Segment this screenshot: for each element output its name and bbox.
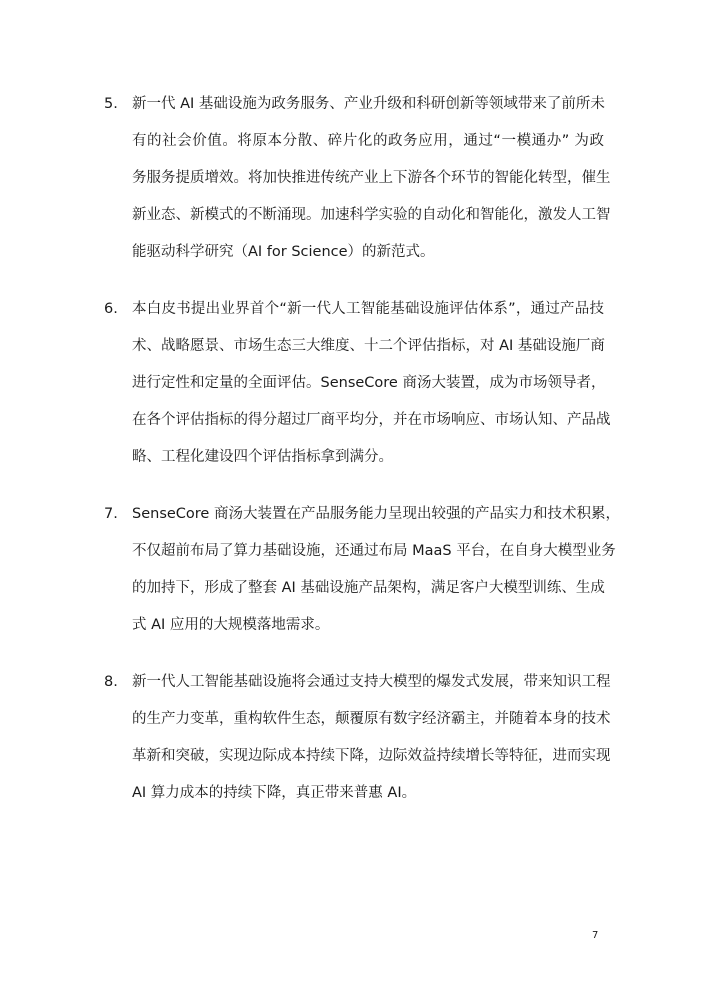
list-item-number: 7. [104,506,118,522]
paragraph-line: 在各个评估指标的得分超过厂商平均分，并在市场响应、市场认知、产品战 [132,412,611,428]
list-item-number: 8. [104,674,118,690]
paragraph-line: AI 算力成本的持续下降，真正带来普惠 AI。 [132,785,417,801]
paragraph-line: 式 AI 应用的大规模落地需求。 [132,617,330,633]
list-item-number: 6. [104,301,118,317]
page-number: 7 [592,930,599,941]
paragraph-line: 新一代人工智能基础设施将会通过支持大模型的爆发式发展，带来知识工程 [132,674,611,690]
paragraph-line: 术、战略愿景、市场生态三大维度、十二个评估指标，对 AI 基础设施厂商 [132,338,605,354]
paragraph-line: 革新和突破，实现边际成本持续下降，边际效益持续增长等特征，进而实现 [132,748,611,764]
paragraph-line: SenseCore 商汤大装置在产品服务能力呈现出较强的产品实力和技术积累， [132,506,620,522]
paragraph-line: 的生产力变革，重构软件生态，颠覆原有数字经济霸主，并随着本身的技术 [132,711,611,727]
paragraph-line: 进行定性和定量的全面评估。SenseCore 商汤大装置，成为市场领导者， [132,375,606,391]
paragraph-line: 本白皮书提出业界首个“新一代人工智能基础设施评估体系”，通过产品技 [132,301,604,317]
paragraph-line: 新一代 AI 基础设施为政务服务、产业升级和科研创新等领域带来了前所未 [132,96,605,112]
paragraph-line: 略、工程化建设四个评估指标拿到满分。 [132,449,393,465]
paragraph-line: 务服务提质增效。将加快推进传统产业上下游各个环节的智能化转型，催生 [132,170,611,186]
paragraph-line: 的加持下，形成了整套 AI 基础设施产品架构，满足客户大模型训练、生成 [132,580,605,596]
paragraph-line: 不仅超前布局了算力基础设施，还通过布局 MaaS 平台，在自身大模型业务 [132,543,616,559]
paragraph-line: 新业态、新模式的不断涌现。加速科学实验的自动化和智能化，激发人工智 [132,207,611,223]
paragraph-line: 能驱动科学研究（AI for Science）的新范式。 [132,244,435,260]
list-item-number: 5. [104,96,118,112]
paragraph-line: 有的社会价值。将原本分散、碎片化的政务应用，通过“一模通办” 为政 [132,133,604,149]
